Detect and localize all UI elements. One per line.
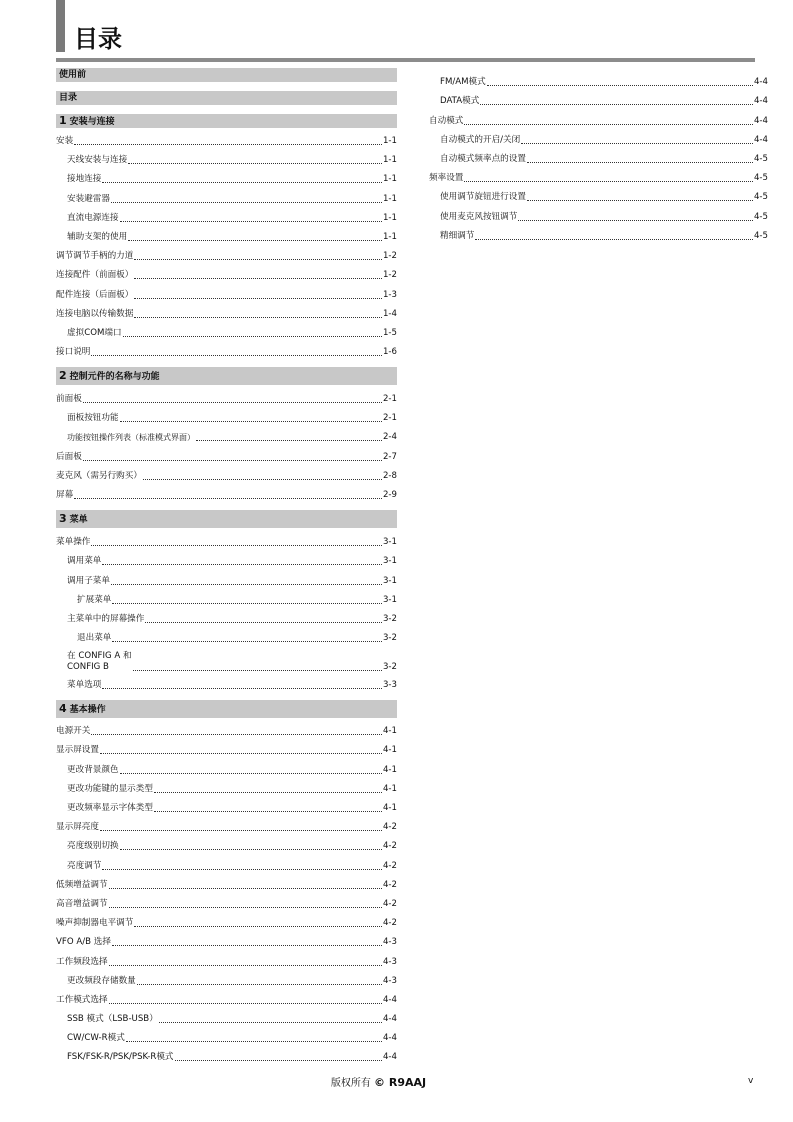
leader-dots (134, 926, 382, 927)
toc-entry-page: 1-6 (382, 347, 397, 357)
toc-entry[interactable] (56, 680, 397, 691)
toc-entry-title: 天线安装与连接 (67, 155, 128, 165)
section-number: 3 (59, 512, 67, 525)
leader-dots (91, 734, 382, 735)
toc-entry-title: 配件连接（后面板） (56, 290, 134, 300)
leader-dots (487, 85, 753, 86)
leader-dots (134, 259, 382, 260)
toc-entry-title: 后面板 (56, 452, 82, 462)
toc-entry-title: 高音增益调节 (56, 899, 108, 909)
title-accent-bar (56, 0, 65, 52)
toc-entry-title: 自动模式频率点的设置 (440, 154, 526, 164)
leader-dots (83, 460, 382, 461)
title-rule (56, 58, 755, 62)
toc-entry[interactable] (56, 471, 397, 482)
leader-dots (109, 1003, 382, 1004)
toc-entry-page: 2-7 (382, 452, 397, 462)
toc-entry[interactable] (56, 490, 397, 501)
toc-entry[interactable] (56, 232, 397, 243)
toc-entry[interactable] (56, 595, 397, 606)
leader-dots (126, 1041, 382, 1042)
leader-dots (128, 163, 382, 164)
toc-entry-page: 1-1 (382, 194, 397, 204)
toc-entry-page: 3-3 (382, 680, 397, 690)
toc-entry-title: SSB 模式（LSB-USB） (67, 1014, 158, 1024)
toc-entry[interactable] (56, 194, 397, 205)
toc-entry[interactable] (56, 614, 397, 625)
leader-dots (196, 440, 382, 441)
leader-dots (464, 181, 753, 182)
leader-dots (527, 200, 753, 201)
leader-dots (100, 830, 382, 831)
leader-dots (83, 402, 382, 403)
section-title: 菜单 (69, 515, 88, 525)
toc-entry[interactable] (56, 394, 397, 405)
section-band-1 (56, 114, 397, 128)
section-band-2 (56, 367, 397, 385)
toc-entry-title: 电源开关 (56, 726, 91, 736)
leader-dots (91, 545, 382, 546)
leader-dots (123, 336, 382, 337)
toc-entry-title: 低频增益调节 (56, 880, 108, 890)
leader-dots (134, 278, 382, 279)
toc-entry[interactable] (56, 784, 397, 795)
toc-entry-title: 安装避雷器 (67, 194, 110, 204)
toc-entry[interactable] (56, 957, 397, 968)
toc-entry-page: 4-5 (753, 192, 768, 202)
footer-label: 版权所有 (330, 1078, 371, 1089)
leader-dots (111, 584, 382, 585)
leader-dots (74, 498, 382, 499)
toc-entry-title: 更改背景颜色 (67, 765, 119, 775)
toc-entry[interactable] (56, 1033, 397, 1044)
toc-entry[interactable] (56, 213, 397, 224)
toc-entry-page: 3-2 (382, 614, 397, 624)
leader-dots (74, 144, 382, 145)
toc-entry[interactable] (56, 803, 397, 814)
toc-entry[interactable] (56, 861, 397, 872)
toc-entry-page: 4-5 (753, 154, 768, 164)
toc-entry-page: 4-3 (382, 976, 397, 986)
leader-dots (100, 753, 382, 754)
toc-entry-title: 调用子菜单 (67, 576, 110, 586)
leader-dots (102, 869, 382, 870)
section-band-before-use: 使用前 (56, 68, 397, 82)
toc-entry-page: 1-4 (382, 309, 397, 319)
toc-entry-title: 安装 (56, 136, 74, 146)
toc-entry[interactable] (429, 116, 768, 127)
page-title: 目录 (74, 25, 122, 53)
toc-entry[interactable] (56, 251, 397, 262)
leader-dots (159, 1022, 382, 1023)
toc-entry-title: 亮度级别切换 (67, 841, 119, 851)
toc-entry-title: 接口说明 (56, 347, 91, 357)
toc-entry[interactable] (56, 1052, 397, 1063)
toc-entry[interactable] (429, 173, 768, 184)
toc-entry-title: 自动模式 (429, 116, 464, 126)
leader-dots (102, 182, 382, 183)
toc-entry[interactable] (56, 556, 397, 567)
toc-entry[interactable] (56, 328, 397, 339)
toc-entry-title: 显示屏设置 (56, 745, 99, 755)
toc-entry[interactable] (56, 937, 397, 948)
toc-entry-title: 面板按钮功能 (67, 413, 119, 423)
leader-dots (464, 124, 753, 125)
section-band-4 (56, 700, 397, 718)
toc-entry-page: 4-4 (382, 1052, 397, 1062)
toc-entry[interactable] (56, 651, 397, 673)
toc-entry-page: 4-4 (753, 116, 768, 126)
leader-dots (120, 773, 382, 774)
toc-entry[interactable] (56, 918, 397, 929)
toc-entry[interactable] (56, 880, 397, 891)
toc-entry-title: 更改频率显示字体类型 (67, 803, 153, 813)
toc-entry-page: 4-4 (382, 995, 397, 1005)
toc-entry-page: 1-3 (382, 290, 397, 300)
toc-entry-page: 4-5 (753, 212, 768, 222)
leader-dots (145, 622, 382, 623)
toc-entry-page: 4-3 (382, 937, 397, 947)
toc-entry-page: 4-3 (382, 957, 397, 967)
leader-dots (175, 1060, 382, 1061)
toc-entry-page: 2-8 (382, 471, 397, 481)
leader-dots (475, 239, 753, 240)
toc-entry[interactable] (56, 136, 397, 147)
section-title: 控制元件的名称与功能 (69, 372, 160, 382)
toc-entry-title: 调节调节手柄的力道 (56, 251, 134, 261)
toc-entry[interactable] (429, 154, 768, 165)
toc-entry-page: 4-4 (753, 96, 768, 106)
toc-entry-title: 菜单操作 (56, 537, 91, 547)
toc-entry-page: 4-2 (382, 822, 397, 832)
toc-entry[interactable] (56, 537, 397, 548)
toc-entry-page: 4-4 (382, 1014, 397, 1024)
toc-entry-page: 4-1 (382, 803, 397, 813)
toc-entry-title: 功能按钮操作列表（标准模式界面） (67, 433, 195, 442)
toc-entry-title: 扩展菜单 (77, 595, 112, 605)
toc-entry-title: 精细调节 (440, 231, 475, 241)
leader-dots (518, 220, 753, 221)
leader-dots (112, 603, 382, 604)
toc-entry-title: 前面板 (56, 394, 82, 404)
toc-entry-title: 自动模式的开启/关闭 (440, 135, 521, 145)
toc-entry-page: 1-5 (382, 328, 397, 338)
leader-dots (521, 143, 753, 144)
toc-entry-page: 3-1 (382, 576, 397, 586)
toc-entry-title: 显示屏亮度 (56, 822, 99, 832)
section-band-3 (56, 510, 397, 528)
toc-entry-page: 1-1 (382, 174, 397, 184)
toc-entry[interactable] (56, 347, 397, 358)
toc-entry-title: FSK/FSK-R/PSK/PSK-R模式 (67, 1052, 174, 1062)
toc-entry-page: 4-4 (753, 77, 768, 87)
footer-copyright (0, 1076, 757, 1090)
leader-dots (480, 104, 753, 105)
leader-dots (128, 240, 382, 241)
toc-entry-page: 1-1 (382, 232, 397, 242)
toc-entry-title: 频率设置 (429, 173, 464, 183)
toc-entry-title: 使用调节旋钮进行设置 (440, 192, 526, 202)
toc-entry-title: VFO A/B 选择 (56, 937, 111, 947)
toc-entry-page: 4-1 (382, 726, 397, 736)
toc-entry-page: 3-1 (382, 556, 397, 566)
toc-entry-page: 4-2 (382, 918, 397, 928)
section-number: 1 (59, 114, 67, 127)
leader-dots (112, 945, 382, 946)
toc-entry-page: 2-1 (382, 394, 397, 404)
toc-entry-title: 调用菜单 (67, 556, 102, 566)
toc-entry-page: 1-2 (382, 251, 397, 261)
toc-entry[interactable] (56, 576, 397, 587)
toc-entry-title: 噪声抑制器电平调节 (56, 918, 134, 928)
toc-entry-page: 3-2 (382, 662, 397, 672)
toc-entry[interactable] (56, 270, 397, 281)
toc-entry-title: 使用麦克风按钮调节 (440, 212, 518, 222)
toc-entry[interactable] (56, 822, 397, 833)
leader-dots (102, 688, 382, 689)
toc-entry-title: 主菜单中的屏幕操作 (67, 614, 145, 624)
leader-dots (133, 670, 382, 671)
section-band-toc: 目录 (56, 91, 397, 105)
toc-entry-page: 3-1 (382, 595, 397, 605)
toc-entry-page: 1-2 (382, 270, 397, 280)
toc-entry-title: 直流电源连接 (67, 213, 119, 223)
toc-entry[interactable] (56, 976, 397, 987)
toc-entry-title: CW/CW-R模式 (67, 1033, 125, 1043)
toc-entry-page: 3-1 (382, 537, 397, 547)
page-number: v (748, 1076, 754, 1086)
toc-entry-page: 4-2 (382, 841, 397, 851)
section-title: 基本操作 (69, 705, 106, 715)
toc-entry-page: 1-1 (382, 213, 397, 223)
toc-entry-page: 4-5 (753, 231, 768, 241)
toc-entry-page: 4-1 (382, 745, 397, 755)
leader-dots (134, 317, 382, 318)
toc-entry-page: 2-9 (382, 490, 397, 500)
toc-entry-page: 4-5 (753, 173, 768, 183)
toc-entry[interactable] (429, 231, 768, 242)
toc-entry-title: 连接配件（前面板） (56, 270, 134, 280)
leader-dots (109, 907, 382, 908)
toc-entry[interactable] (429, 96, 768, 107)
toc-entry-title: 更改功能键的显示类型 (67, 784, 153, 794)
leader-dots (154, 792, 382, 793)
toc-entry-title: 工作频段选择 (56, 957, 108, 967)
toc-entry[interactable] (56, 745, 397, 756)
toc-entry-page: 4-2 (382, 899, 397, 909)
toc-entry-page: 4-2 (382, 861, 397, 871)
toc-entry-page: 3-2 (382, 633, 397, 643)
leader-dots (137, 984, 382, 985)
toc-entry-title: DATA模式 (440, 96, 480, 106)
toc-entry-title: FM/AM模式 (440, 77, 486, 87)
toc-entry[interactable] (56, 174, 397, 185)
leader-dots (120, 221, 382, 222)
toc-entry[interactable] (56, 899, 397, 910)
leader-dots (91, 355, 382, 356)
toc-entry[interactable] (56, 290, 397, 301)
toc-entry[interactable] (56, 995, 397, 1006)
copyright-mark: © R9AAJ (374, 1076, 427, 1089)
toc-entry[interactable] (56, 1014, 397, 1025)
toc-entry-page: 4-1 (382, 784, 397, 794)
toc-entry[interactable] (429, 77, 768, 88)
leader-dots (527, 162, 753, 163)
section-number: 4 (59, 702, 67, 715)
toc-entry[interactable] (56, 432, 397, 443)
section-number: 2 (59, 369, 67, 382)
toc-entry-title: 连接电脑以传输数据 (56, 309, 134, 319)
toc-entry[interactable] (429, 135, 768, 146)
toc-entry[interactable] (56, 726, 397, 737)
toc-entry[interactable] (56, 841, 397, 852)
toc-entry-page: 2-4 (382, 432, 397, 442)
leader-dots (154, 811, 382, 812)
toc-entry-page: 4-1 (382, 765, 397, 775)
toc-entry[interactable] (56, 413, 397, 424)
leader-dots (111, 202, 382, 203)
section-title: 安装与连接 (69, 117, 115, 127)
toc-entry-title: 工作模式选择 (56, 995, 108, 1005)
leader-dots (134, 298, 382, 299)
toc-entry[interactable] (56, 452, 397, 463)
toc-entry[interactable] (56, 155, 397, 166)
toc-entry[interactable] (56, 309, 397, 320)
toc-entry-title: 接地连接 (67, 174, 102, 184)
leader-dots (120, 421, 382, 422)
toc-entry-title: 屏幕 (56, 490, 74, 500)
toc-entry-page: 4-4 (382, 1033, 397, 1043)
leader-dots (109, 888, 382, 889)
leader-dots (112, 641, 382, 642)
leader-dots (120, 849, 382, 850)
toc-entry-page: 1-1 (382, 136, 397, 146)
toc-entry-page: 1-1 (382, 155, 397, 165)
toc-entry[interactable] (429, 192, 768, 203)
leader-dots (109, 965, 382, 966)
toc-entry[interactable] (56, 633, 397, 644)
toc-entry[interactable] (429, 212, 768, 223)
toc-entry-title: 虚拟COM端口 (67, 328, 122, 338)
toc-entry-title: 更改频段存储数量 (67, 976, 136, 986)
toc-entry-title: 菜单选项 (67, 680, 102, 690)
toc-entry[interactable] (56, 765, 397, 776)
leader-dots (143, 479, 382, 480)
toc-entry-title: 退出菜单 (77, 633, 112, 643)
toc-entry-page: 2-1 (382, 413, 397, 423)
toc-entry-title: 辅助支架的使用 (67, 232, 128, 242)
toc-entry-title: 麦克风（需另行购买） (56, 471, 142, 481)
toc-entry-page: 4-4 (753, 135, 768, 145)
toc-entry-page: 4-2 (382, 880, 397, 890)
toc-entry-title: 亮度调节 (67, 861, 102, 871)
toc-entry-title: 在 CONFIG A 和 CONFIG B (67, 651, 132, 672)
leader-dots (102, 564, 382, 565)
